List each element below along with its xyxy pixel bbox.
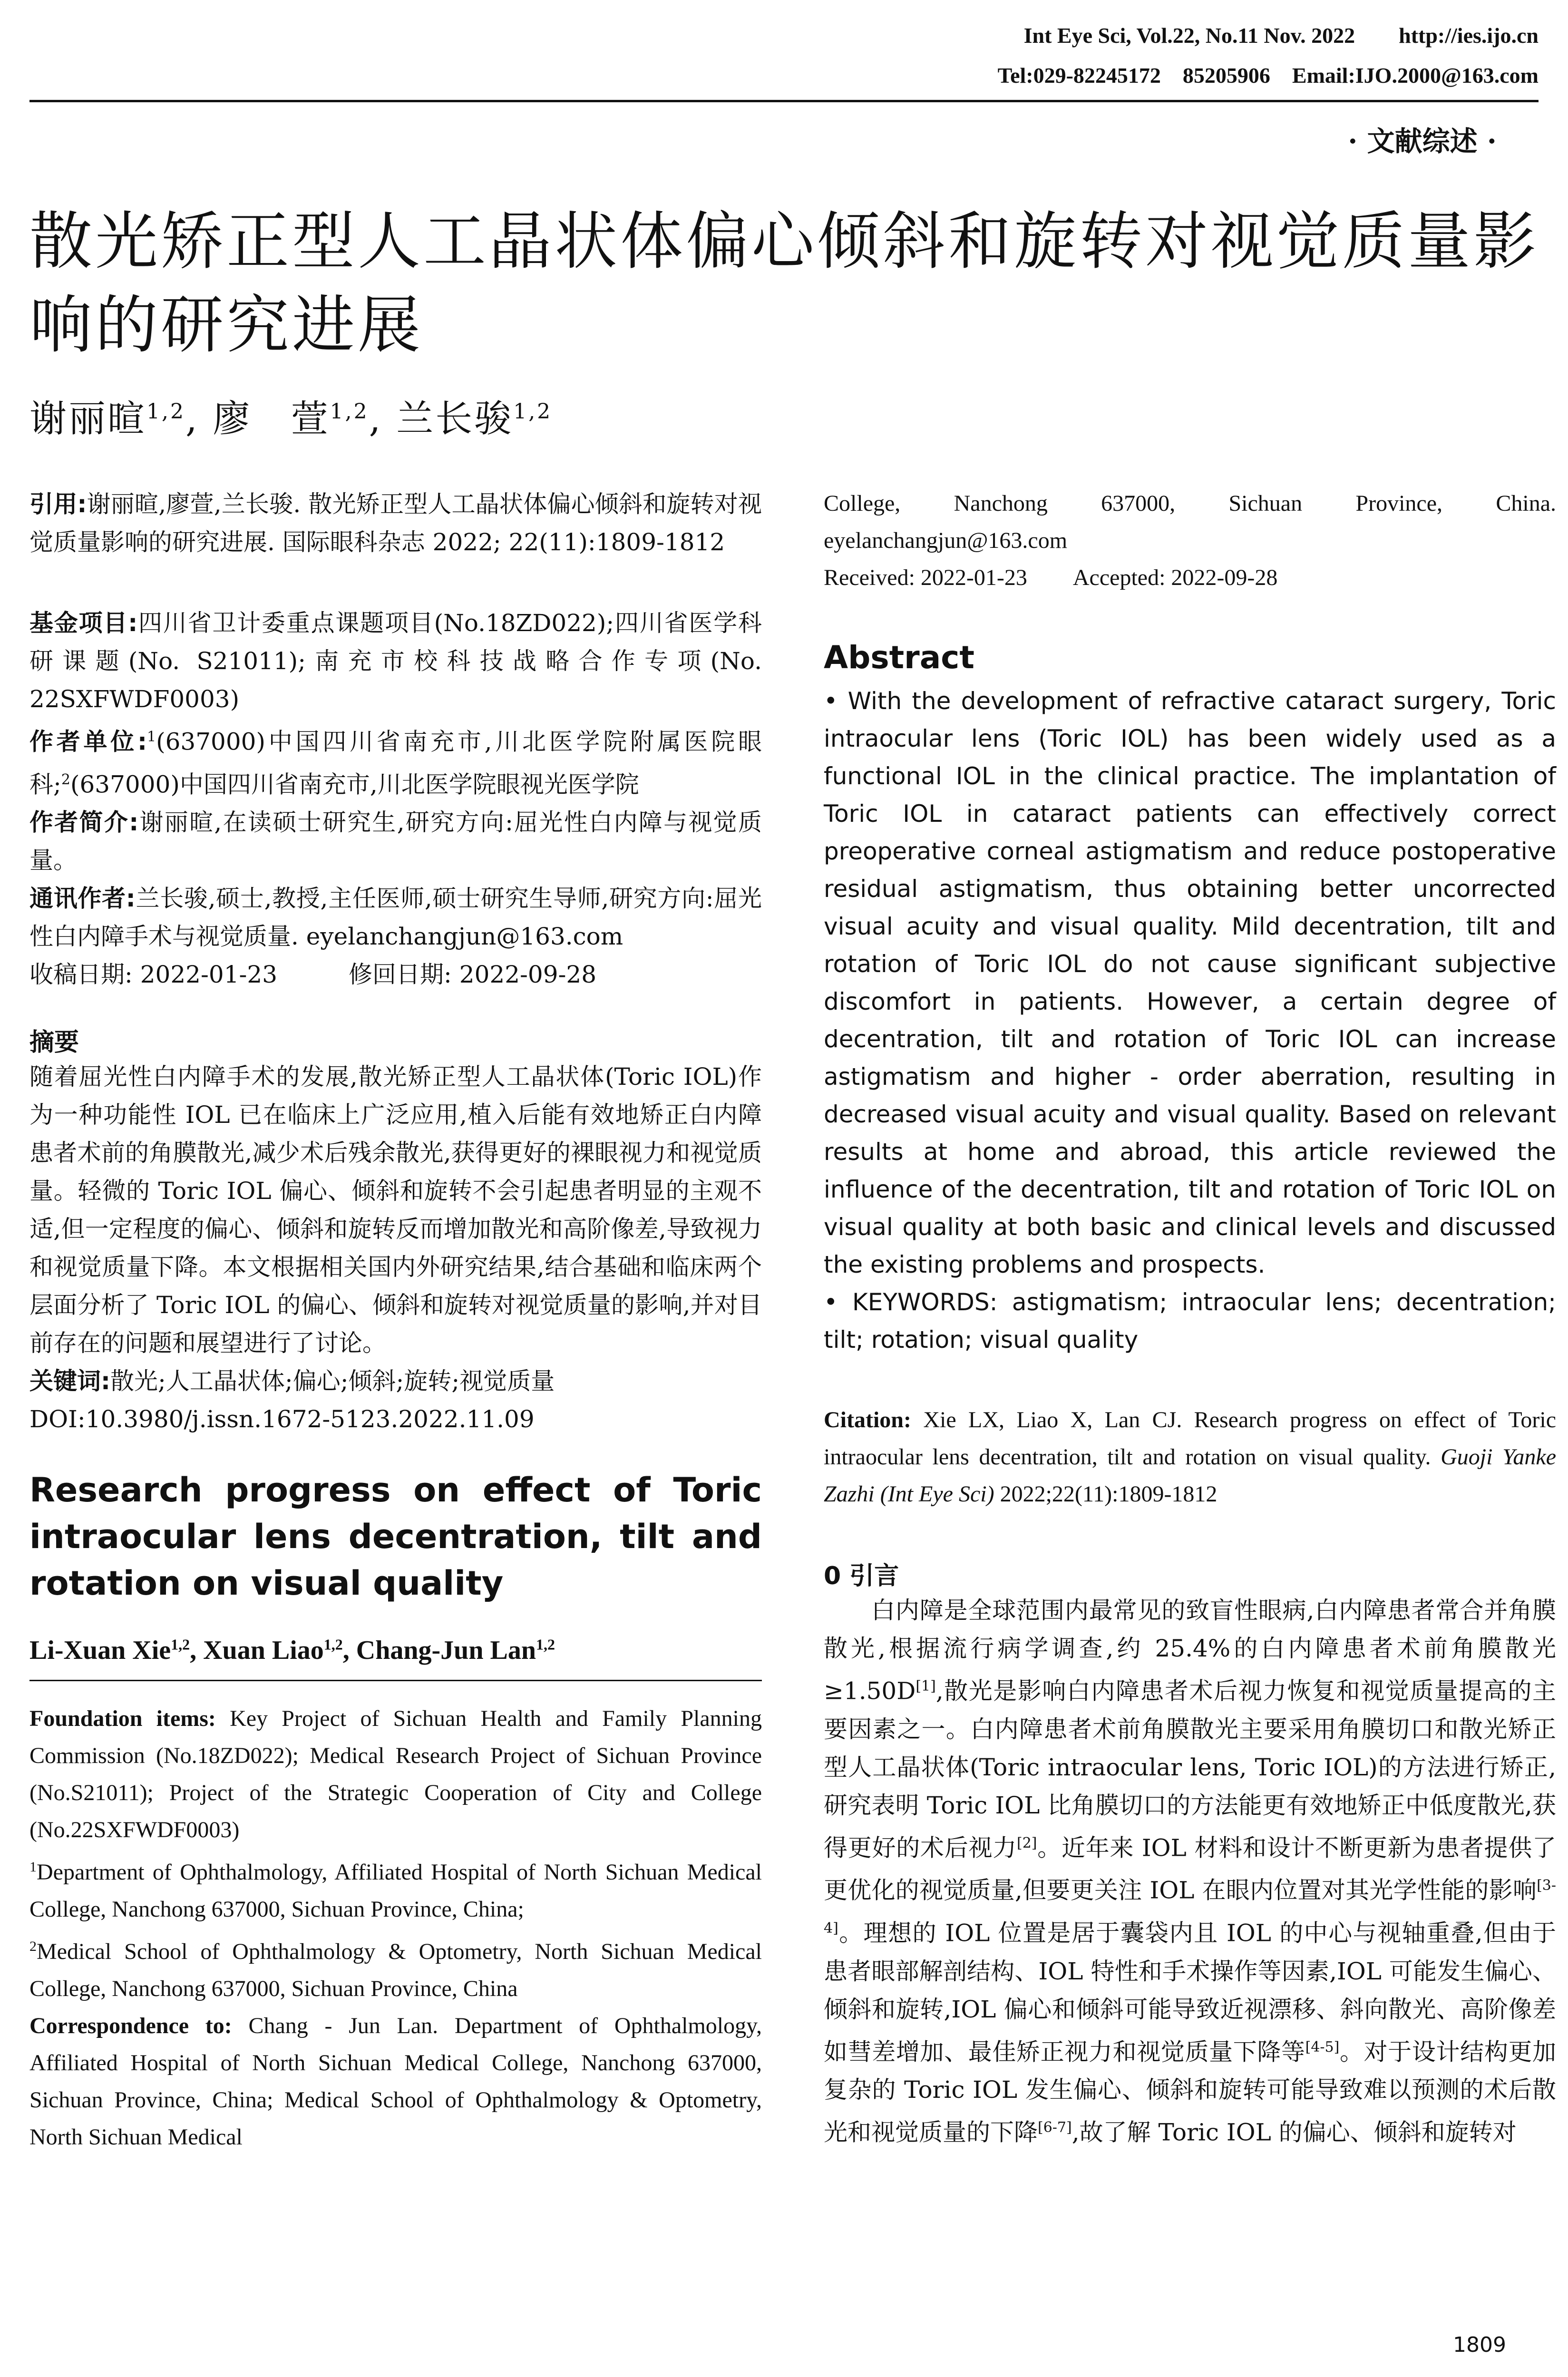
affiliation-1 bbox=[29, 1849, 762, 1928]
citation-tail: 2022;22(11):1809-1812 bbox=[1000, 1481, 1217, 1507]
author-affiliation: 1,2 bbox=[330, 399, 369, 424]
intro-text: ,散光是影响白内障患者术后视力恢复和视觉质量提高的主要因素之一。白内障患者术前角膜散光主要采用角膜切口和散光矫正型人工晶状体(Toric intraocular lens, Toric IOL)的方法进行矫正,研究表明 Toric IOL 比角膜切口的方法能更有效地矫正中低度散光,获得更好的术后视力 bbox=[824, 1677, 1556, 1862]
header-rule bbox=[29, 100, 1539, 102]
author-name: 兰长骏 bbox=[396, 398, 514, 440]
bio-text: 谢丽暄,在读硕士研究生,研究方向:屈光性白内障与视觉质量。 bbox=[29, 809, 762, 875]
author-bio bbox=[29, 803, 762, 879]
author-list bbox=[29, 389, 552, 442]
unit-sup: 1 bbox=[146, 729, 156, 745]
unit-text: (637000)中国四川省南充市,川北医学院眼视光医学院 bbox=[70, 770, 639, 799]
author-unit bbox=[29, 718, 762, 803]
abstract-en-heading: Abstract bbox=[824, 639, 974, 676]
journal-header-line1: Int Eye Sci, Vol.22, No.11 Nov. 2022 http://ies.ijo.cn bbox=[1023, 23, 1539, 48]
affiliation-2 bbox=[29, 1928, 762, 2007]
abstract-cn-heading: 摘要 bbox=[29, 1028, 79, 1057]
corr-text: 兰长骏,硕士,教授,主任医师,硕士研究生导师,研究方向:屈光性白内障手术与视觉质量. eyelanchangjun@163.com bbox=[29, 885, 762, 951]
author-separator: , bbox=[185, 398, 199, 440]
aff-text: Medical School of Ophthalmology & Optometry, North Sichuan Medical College, Nanchong 637000, Sichuan Province, China bbox=[29, 1939, 762, 2002]
intro-text: 白内障是全球范围内最常见的致盲性眼病,白内障患者常合并角膜散光,根据流行病学调查,约 25.4%的白内障患者术前角膜散光≥1.50D bbox=[824, 1597, 1556, 1705]
intro-heading: 0 引言 bbox=[824, 1562, 899, 1590]
author-name: 谢丽暄 bbox=[29, 398, 147, 440]
en-author-aff: 1,2 bbox=[171, 1636, 190, 1653]
correspondence-text: Chang - Jun Lan. Department of Ophthalmology, Affiliated Hospital of North Sichuan Medical College, Nanchong 637000, Sichuan Province, China; Medical School of Ophthalmology & Optometry, North Sichuan Medical bbox=[29, 2013, 762, 2150]
abstract-cn-text: 随着屈光性白内障手术的发展,散光矫正型人工晶状体(Toric IOL)作为一种功能性 IOL 已在临床上广泛应用,植入后能有效地矫正白内障患者术前的角膜散光,减少术后残余散光,获得更好的裸眼视力和视觉质量。轻微的 Toric IOL 偏心、倾斜和旋转不会引起患者明显的主观不适,但一定程度的偏心、倾斜和旋转反而增加散光和高阶像差,导致视力和视觉质量下降。本文根据相关国内外研究结果,结合基础和临床两个层面分析了 Toric IOL 的偏心、倾斜和旋转对视觉质量的影响,并对目前存在的问题和展望进行了讨论。 bbox=[29, 1063, 762, 1357]
citation-en-text: Xie LX, Liao X, Lan CJ. Research progress on effect of Toric intraocular lens decentration, tilt and rotation on visual quality. bbox=[824, 1407, 1557, 1470]
funding-label: 基金项目: bbox=[29, 609, 138, 637]
authors-rule bbox=[29, 1666, 762, 1681]
intro-text: 。对于设计结构更加复杂的 Toric IOL 发生偏心、倾斜和旋转可能导致难以预测的术后散光和视觉质量的下降 bbox=[824, 2038, 1557, 2146]
en-author-name: Chang-Jun Lan bbox=[356, 1636, 536, 1666]
keywords-label: 关键词: bbox=[29, 1367, 110, 1395]
reference-marker: [2] bbox=[1017, 1834, 1037, 1851]
author-separator: , bbox=[369, 398, 383, 440]
keywords-cn bbox=[29, 1362, 762, 1400]
reference-marker: [1] bbox=[915, 1678, 936, 1695]
author-affiliation: 1,2 bbox=[146, 399, 185, 424]
citation-en bbox=[824, 1402, 1556, 1513]
reference-marker: [6-7] bbox=[1038, 2119, 1072, 2136]
citation-label: 引用: bbox=[29, 490, 87, 518]
intro-paragraph bbox=[824, 1591, 1556, 2152]
foundation-label: Foundation items: bbox=[29, 1706, 216, 1732]
reference-marker: [3-4] bbox=[824, 1877, 1556, 1937]
correspondence-label: Correspondence to: bbox=[29, 2013, 232, 2039]
correspondence bbox=[29, 2007, 762, 2156]
citation-cn bbox=[29, 485, 762, 561]
received-accepted: Received: 2022-01-23 Accepted: 2022-09-28 bbox=[824, 565, 1278, 590]
section-tag: · 文献综述 · bbox=[1348, 125, 1497, 157]
keywords-en: • KEYWORDS: astigmatism; intraocular lens; decentration; tilt; rotation; visual quality bbox=[824, 1288, 1556, 1354]
doi: DOI:10.3980/j.issn.1672-5123.2022.11.09 bbox=[29, 1405, 535, 1433]
intro-text: 。近年来 IOL 材料和设计不断更新为患者提供了更优化的视觉质量,但要更关注 IOL 在眼内位置对其光学性能的影响 bbox=[824, 1834, 1557, 1904]
corresponding-author bbox=[29, 879, 762, 955]
abstract-en-text: • With the development of refractive cataract surgery, Toric intraocular lens (Toric IOL) has been widely used as a functional IOL in the clinical practice. The implantation of Toric IOL in cataract patients can effectively correct preoperative corneal astigmatism and reduce postoperative residual astigmatism, thus obtaining better uncorrected visual acuity and visual quality. Mild decentration, tilt and rotation of Toric IOL do not cause significant subjective discomfort in patients. However, a certain degree of decentration, tilt and rotation of Toric IOL can increase astigmatism and higher - order aberration, resulting in decreased visual acuity and visual quality. Based on relevant results at home and abroad, this article reviewed the influence of the decentration, tilt and rotation of Toric IOL on visual quality at both basic and clinical levels and discussed the existing problems and prospects. bbox=[824, 687, 1556, 1278]
corr-label: 通讯作者: bbox=[29, 885, 136, 913]
author-name: 廖 萱 bbox=[213, 398, 330, 440]
en-author-aff: 1,2 bbox=[323, 1636, 343, 1653]
keywords-text: 散光;人工晶状体;偏心;倾斜;旋转;视觉质量 bbox=[110, 1367, 555, 1395]
aff-sup: 1 bbox=[29, 1859, 37, 1875]
journal-header-line2: Tel:029-82245172 85205906 Email:IJO.2000@163.com bbox=[997, 63, 1539, 88]
intro-text: 。理想的 IOL 位置是居于囊袋内且 IOL 的中心与视轴重叠,但由于患者眼部解剖结构、IOL 特性和手术操作等因素,IOL 可能发生偏心、倾斜和旋转,IOL 偏心和倾斜可能导致近视漂移、斜向散光、高阶像差如彗差增加、最佳矫正视力和视觉质量下降等 bbox=[824, 1919, 1556, 2066]
left-column bbox=[29, 485, 762, 2156]
author-affiliation: 1,2 bbox=[513, 399, 553, 424]
aff-text: Department of Ophthalmology, Affiliated Hospital of North Sichuan Medical College, Nanchong 637000, Sichuan Province, China; bbox=[29, 1860, 762, 1922]
citation-journal: Guoji Yanke Zazhi (Int Eye Sci) bbox=[824, 1444, 1557, 1507]
bio-label: 作者简介: bbox=[29, 809, 139, 837]
citation-text: 谢丽暄,廖萱,兰长骏. 散光矫正型人工晶状体偏心倾斜和旋转对视觉质量影响的研究进展. 国际眼科杂志 2022; 22(11):1809-1812 bbox=[29, 490, 762, 556]
unit-label: 作者单位: bbox=[29, 728, 147, 756]
en-author-aff: 1,2 bbox=[536, 1636, 555, 1653]
reference-marker: [4-5] bbox=[1305, 2038, 1340, 2056]
funding bbox=[29, 604, 762, 718]
right-column bbox=[824, 485, 1556, 2152]
english-authors: Li-Xuan Xie$^{1,2}$, Xuan Liao$^{1,2}$, Chang-Jun Lan$^{1,2}$ bbox=[29, 1636, 555, 1666]
article-title: 散光矫正型人工晶状体偏心倾斜和旋转对视觉质量影响的研究进展 bbox=[29, 205, 1539, 362]
foundation-text: Key Project of Sichuan Health and Family Planning Commission (No.18ZD022); Medical Research Project of Sichuan Province (No.S21011); Project of the Strategic Cooperation of City and College (No.22SXFWDF0003) bbox=[29, 1706, 762, 1843]
foundation-items bbox=[29, 1700, 762, 1849]
dates-cn: 收稿日期: 2022-01-23 修回日期: 2022-09-28 bbox=[29, 961, 597, 989]
english-title: Research progress on effect of Toric intraocular lens decentration, tilt and rotation on visual quality bbox=[29, 1471, 762, 1603]
unit-sup: 2 bbox=[61, 771, 70, 788]
aff-sup: 2 bbox=[29, 1939, 37, 1955]
unit-text: (637000)中国四川省南充市,川北医学院附属医院眼科; bbox=[29, 728, 762, 799]
correspondence-continued: College, Nanchong 637000, Sichuan Province, China. eyelanchangjun@163.com bbox=[824, 491, 1556, 553]
intro-text: ,故了解 Toric IOL 的偏心、倾斜和旋转对 bbox=[1071, 2118, 1517, 2146]
page-number: 1809 bbox=[1453, 2333, 1506, 2357]
en-author-name: Xuan Liao bbox=[203, 1636, 324, 1666]
en-author-name: Li-Xuan Xie bbox=[29, 1636, 171, 1666]
citation-en-label: Citation: bbox=[824, 1407, 911, 1432]
funding-text: 四川省卫计委重点课题项目(No.18ZD022);四川省医学科研课题(No. S21011);南充市校科技战略合作专项(No. 22SXFWDF0003) bbox=[29, 609, 762, 713]
